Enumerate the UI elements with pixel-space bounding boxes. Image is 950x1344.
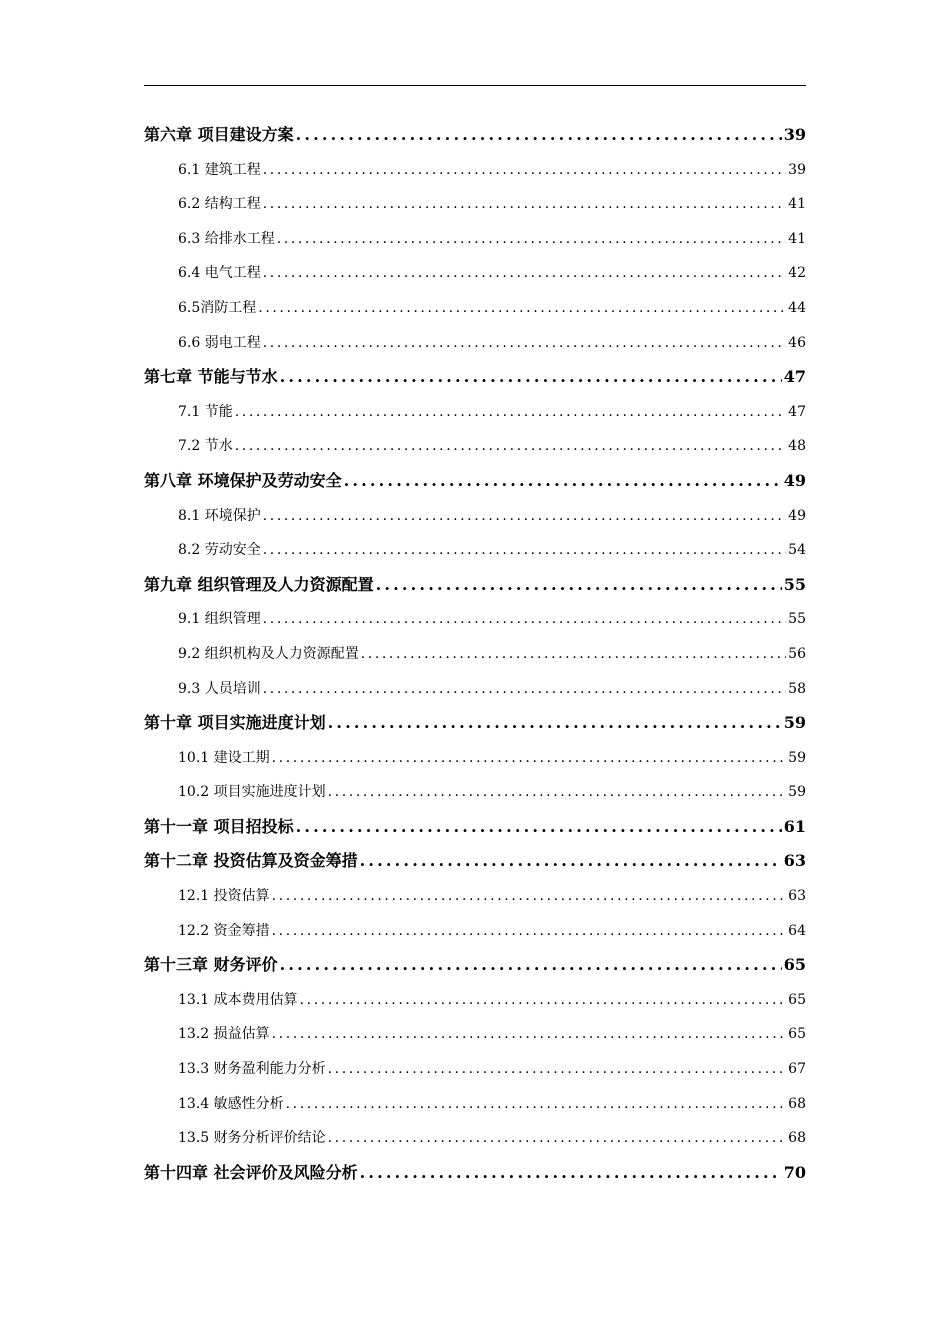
toc-entry-page-number: 59 [783, 713, 806, 733]
toc-entry-title: 13.5 财务分析评价结论 [178, 1130, 326, 1147]
toc-section-entry[interactable] [144, 153, 806, 188]
dot-leader [263, 672, 786, 707]
toc-entry-page-number: 59 [788, 784, 806, 801]
dot-leader [344, 464, 782, 499]
toc-entry-title: 10.2 项目实施进度计划 [178, 784, 326, 801]
toc-entry-title: 9.3 人员培训 [178, 680, 261, 697]
toc-entry-page-number: 48 [788, 438, 806, 455]
dot-leader [286, 1087, 786, 1122]
dot-leader [263, 533, 786, 568]
toc-entry-title: 第七章 节能与节水 [144, 367, 278, 387]
dot-leader [328, 706, 782, 741]
dot-leader [263, 256, 786, 291]
toc-entry-title: 第六章 项目建设方案 [144, 125, 294, 144]
dot-leader [272, 1017, 786, 1052]
toc-entry-page-number: 49 [788, 507, 806, 524]
toc-entry-title: 第九章 组织管理及人力资源配置 [144, 574, 374, 594]
toc-section-entry[interactable] [144, 602, 806, 637]
toc-section-entry[interactable] [144, 326, 806, 361]
toc-entry-page-number: 65 [788, 1026, 806, 1043]
toc-section-entry[interactable] [144, 1087, 806, 1122]
table-of-contents [144, 118, 806, 1190]
toc-entry-page-number: 39 [783, 125, 806, 144]
dot-leader [280, 360, 782, 395]
toc-entry-page-number: 68 [788, 1095, 806, 1112]
toc-entry-page-number: 63 [783, 851, 806, 871]
toc-entry-page-number: 42 [788, 265, 806, 282]
toc-entry-title: 6.2 结构工程 [178, 196, 261, 213]
toc-entry-title: 13.1 成本费用估算 [178, 991, 298, 1008]
toc-section-entry[interactable] [144, 499, 806, 534]
toc-entry-page-number: 70 [783, 1162, 806, 1182]
toc-entry-page-number: 44 [788, 299, 806, 316]
toc-entry-page-number: 65 [788, 991, 806, 1008]
toc-entry-title: 10.1 建设工期 [178, 749, 270, 766]
toc-entry-title: 13.4 敏感性分析 [178, 1095, 284, 1112]
toc-entry-title: 第十一章 项目招投标 [144, 816, 294, 836]
toc-entry-title: 6.3 给排水工程 [178, 230, 275, 247]
toc-entry-title: 第八章 环境保护及劳动安全 [144, 470, 342, 490]
toc-chapter-entry[interactable] [144, 118, 806, 153]
toc-entry-title: 6.4 电气工程 [178, 265, 261, 282]
dot-leader [360, 1156, 782, 1191]
dot-leader [328, 1121, 786, 1156]
toc-entry-title: 第十二章 投资估算及资金筹措 [144, 851, 358, 871]
toc-entry-title: 12.2 资金筹措 [178, 922, 270, 939]
dot-leader [328, 1052, 786, 1087]
dot-leader [361, 637, 786, 672]
toc-chapter-entry[interactable] [144, 706, 806, 741]
dot-leader [272, 741, 786, 776]
toc-section-entry[interactable] [144, 395, 806, 430]
toc-entry-title: 6.6 弱电工程 [178, 334, 261, 351]
toc-entry-page-number: 64 [788, 922, 806, 939]
toc-entry-page-number: 41 [788, 196, 806, 213]
dot-leader [258, 291, 786, 326]
toc-entry-title: 7.2 节水 [178, 438, 233, 455]
toc-entry-page-number: 54 [788, 542, 806, 559]
dot-leader [272, 879, 786, 914]
toc-entry-title: 第十四章 社会评价及风险分析 [144, 1162, 358, 1182]
dot-leader [263, 326, 786, 361]
toc-entry-page-number: 46 [788, 334, 806, 351]
toc-entry-title: 6.5消防工程 [178, 299, 257, 316]
toc-entry-title: 9.2 组织机构及人力资源配置 [178, 645, 359, 662]
toc-section-entry[interactable] [144, 187, 806, 222]
toc-chapter-entry[interactable] [144, 810, 806, 845]
dot-leader [235, 429, 786, 464]
toc-entry-page-number: 47 [783, 367, 806, 387]
toc-section-entry[interactable] [144, 1052, 806, 1087]
toc-entry-title: 9.1 组织管理 [178, 611, 261, 628]
toc-section-entry[interactable] [144, 256, 806, 291]
toc-entry-title: 8.1 环境保护 [178, 507, 261, 524]
toc-entry-page-number: 61 [783, 816, 806, 836]
dot-leader [296, 810, 782, 845]
dot-leader [263, 187, 786, 222]
dot-leader [263, 602, 786, 637]
toc-entry-page-number: 47 [788, 403, 806, 420]
toc-entry-page-number: 55 [788, 611, 806, 628]
toc-chapter-entry[interactable] [144, 1156, 806, 1191]
toc-section-entry[interactable] [144, 879, 806, 914]
toc-entry-page-number: 58 [788, 680, 806, 697]
toc-entry-title: 7.1 节能 [178, 403, 233, 420]
toc-entry-page-number: 68 [788, 1130, 806, 1147]
toc-section-entry[interactable] [144, 222, 806, 257]
toc-entry-page-number: 55 [783, 574, 806, 594]
toc-chapter-entry[interactable] [144, 568, 806, 603]
toc-section-entry[interactable] [144, 429, 806, 464]
toc-entry-title: 12.1 投资估算 [178, 888, 270, 905]
toc-section-entry[interactable] [144, 1017, 806, 1052]
dot-leader [263, 499, 786, 534]
toc-chapter-entry[interactable] [144, 844, 806, 879]
toc-section-entry[interactable] [144, 637, 806, 672]
toc-section-entry[interactable] [144, 533, 806, 568]
toc-chapter-entry[interactable] [144, 464, 806, 499]
toc-entry-page-number: 41 [788, 230, 806, 247]
toc-entry-page-number: 63 [788, 888, 806, 905]
toc-chapter-entry[interactable] [144, 948, 806, 983]
toc-entry-page-number: 56 [788, 645, 806, 662]
dot-leader [328, 775, 786, 810]
toc-entry-page-number: 49 [783, 470, 806, 490]
header-rule [144, 85, 806, 86]
toc-section-entry[interactable] [144, 775, 806, 810]
dot-leader [235, 395, 786, 430]
toc-entry-title: 13.2 损益估算 [178, 1026, 270, 1043]
toc-section-entry[interactable] [144, 741, 806, 776]
dot-leader [300, 983, 786, 1018]
dot-leader [277, 222, 786, 257]
toc-entry-title: 第十章 项目实施进度计划 [144, 713, 326, 733]
toc-entry-title: 13.3 财务盈利能力分析 [178, 1061, 326, 1078]
dot-leader [296, 118, 782, 153]
toc-entry-page-number: 59 [788, 749, 806, 766]
toc-entry-title: 8.2 劳动安全 [178, 542, 261, 559]
toc-section-entry[interactable] [144, 672, 806, 707]
toc-entry-page-number: 39 [788, 161, 806, 178]
dot-leader [376, 568, 782, 603]
toc-entry-page-number: 65 [783, 955, 806, 975]
dot-leader [280, 948, 782, 983]
dot-leader [272, 914, 786, 949]
toc-section-entry[interactable] [144, 914, 806, 949]
toc-section-entry[interactable] [144, 291, 806, 326]
toc-entry-title: 第十三章 财务评价 [144, 955, 278, 975]
dot-leader [263, 153, 786, 188]
toc-section-entry[interactable] [144, 1121, 806, 1156]
dot-leader [360, 844, 782, 879]
toc-section-entry[interactable] [144, 983, 806, 1018]
toc-chapter-entry[interactable] [144, 360, 806, 395]
toc-entry-page-number: 67 [788, 1061, 806, 1078]
toc-entry-title: 6.1 建筑工程 [178, 161, 261, 178]
